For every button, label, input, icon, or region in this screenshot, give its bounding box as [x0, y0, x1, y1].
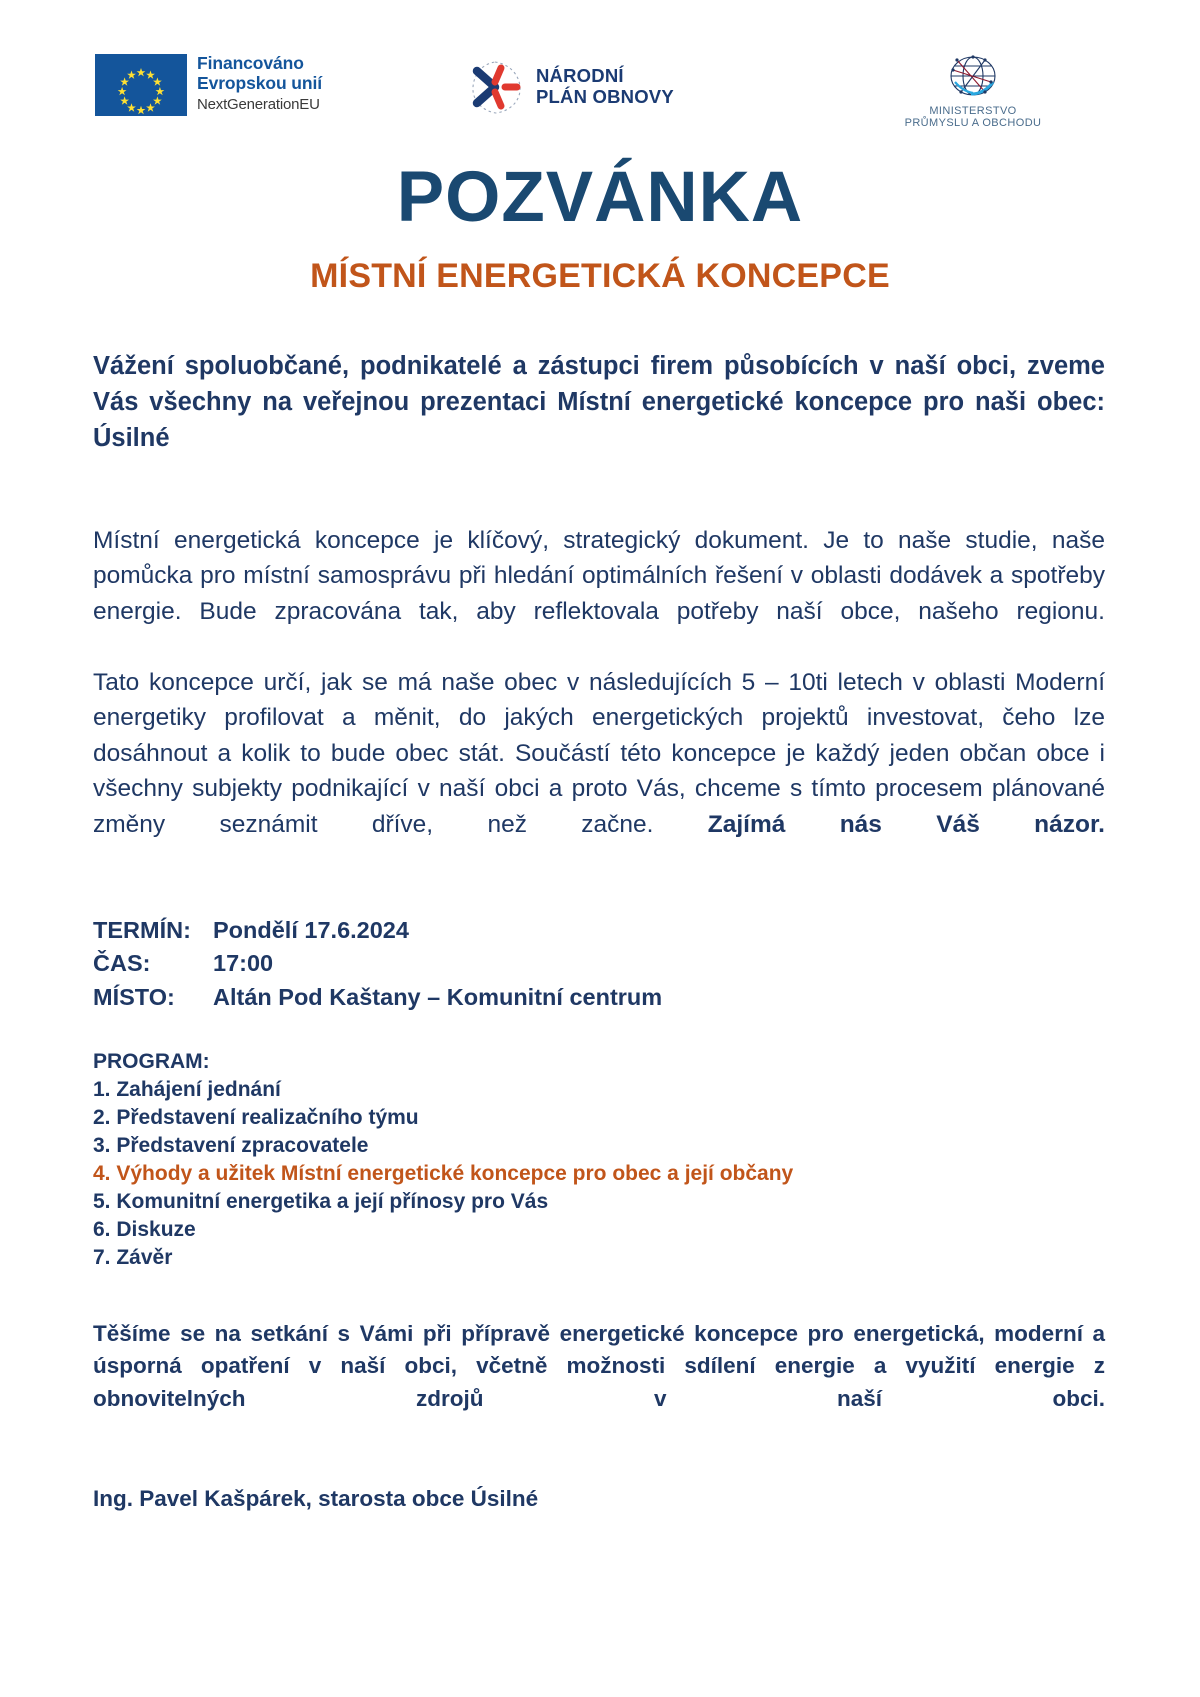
program-item-5: 5. Komunitní energetika a její přínosy pro Vás	[93, 1190, 549, 1214]
npo-logo-line1: NÁRODNÍ	[536, 65, 624, 87]
document-content	[0, 348, 1200, 1515]
page-subtitle: MÍSTNÍ ENERGETICKÁ KONCEPCE	[310, 257, 890, 295]
body-paragraph-2-plain: Tato koncepce určí, jak se má naše obec v následujících 5 – 10ti letech v oblasti Moderní energetiky profilovat a měnit, do jakých energetických projektů investovat, čeho lze dosáhnout a kolik to bude obec stát. Součástí této koncepce je každý jeden občan obce i všechny subjekty podnikající v naší obci a proto Vás, chceme s tímto procesem plánované změny seznámit dříve, než začne.	[93, 668, 1105, 838]
closing-paragraph: Těšíme se na setkání s Vámi při přípravě energetické koncepce pro energetická, moderní a úsporná opatření v naší obci, včetně možnosti sdílení energie a využití energie z obnovitelných zdrojů v naší obci.	[93, 1320, 1105, 1411]
program-item-1: 1. Zahájení jednání	[93, 1078, 281, 1102]
detail-value-misto: Altán Pod Kaštany – Komunitní centrum	[213, 983, 663, 1010]
program-item-2: 2. Představení realizačního týmu	[93, 1106, 419, 1130]
eu-logo-text	[197, 52, 322, 113]
mpo-logo-line2: PRŮMYSLU A OBCHODU	[904, 117, 1042, 130]
program-item-4: 4. Výhody a užitek Místní energetické koncepce pro obec a její občany	[93, 1162, 794, 1186]
signature-line: Ing. Pavel Kašpárek, starosta obce Úsilné	[93, 1486, 539, 1512]
body-paragraph-1: Místní energetická koncepce je klíčový, strategický dokument. Je to naše studie, naše pomůcka pro místní samosprávu při hledání optimálních řešení v oblasti dodávek a spotřeby energie. Bude zpracována tak, aby reflektovala potřeby naší obce, našeho regionu.	[93, 526, 1105, 625]
globe-icon	[941, 52, 1005, 102]
program-item-3: 3. Představení zpracovatele	[93, 1134, 369, 1158]
program-section	[93, 1048, 1105, 1272]
program-heading: PROGRAM:	[93, 1050, 210, 1074]
mpo-logo-line1: MINISTERSTVO	[929, 105, 1017, 117]
page-title: POZVÁNKA	[396, 158, 804, 237]
eu-logo-line2: Evropskou unií	[197, 73, 323, 94]
program-item-7: 7. Závěr	[93, 1245, 173, 1269]
detail-row-cas	[93, 947, 1105, 980]
detail-value-termin: Pondělí 17.6.2024	[213, 916, 409, 943]
body-paragraph-2	[93, 665, 1105, 878]
npo-logo	[465, 52, 795, 116]
mpo-logo	[843, 52, 1103, 130]
detail-label-termin: TERMÍN:	[93, 916, 191, 943]
detail-label-cas: ČAS:	[93, 950, 151, 977]
eu-flag-icon	[95, 54, 187, 116]
mpo-logo-text	[905, 105, 1042, 130]
npo-chevron-icon	[465, 58, 527, 116]
event-details	[93, 914, 1105, 1014]
program-item-6: 6. Diskuze	[93, 1218, 196, 1241]
eu-logo-line1: Financováno	[197, 53, 304, 73]
detail-row-termin	[93, 914, 1105, 947]
detail-row-misto	[93, 981, 1105, 1014]
npo-logo-line2: PLÁN OBNOVY	[536, 86, 674, 107]
npo-logo-text	[536, 66, 674, 107]
lead-paragraph: Vážení spoluobčané, podnikatelé a zástupci firem působících v naší obci, zveme Vás všechny na veřejnou prezentaci Místní energetické koncepce pro naši obec: Úsilné	[93, 352, 1105, 453]
logo-strip	[0, 0, 1200, 140]
body-paragraph-2-emphasis: Zajímá nás Váš názor.	[707, 810, 1105, 838]
detail-value-cas: 17:00	[213, 950, 274, 977]
detail-label-misto: MÍSTO:	[93, 983, 175, 1010]
eu-logo-line3: NextGenerationEU	[197, 95, 320, 113]
eu-funding-logo	[95, 52, 425, 116]
